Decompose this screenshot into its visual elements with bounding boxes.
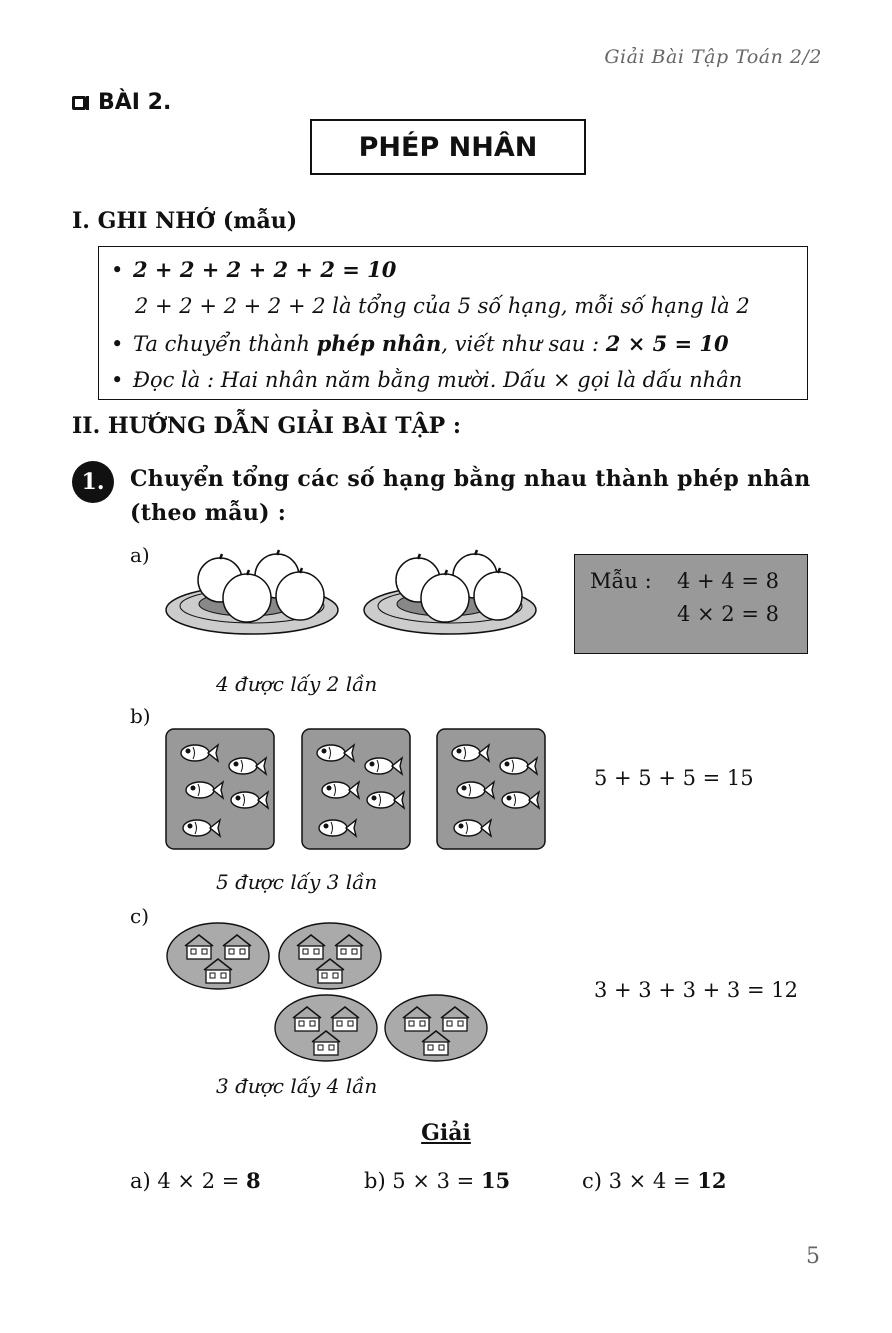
oranges-plates-illustration bbox=[160, 548, 550, 638]
solution-title: Giải bbox=[421, 1120, 471, 1146]
houses-groups-illustration bbox=[160, 918, 495, 1066]
exercise-prompt-line-2: (theo mẫu) : bbox=[130, 500, 287, 526]
answer-a: a) 4 × 2 = 8 bbox=[130, 1168, 261, 1193]
page-title: PHÉP NHÂN bbox=[310, 119, 586, 175]
sample-line-1: 4 + 4 = 8 bbox=[677, 569, 779, 593]
sample-box bbox=[574, 554, 808, 654]
lesson-label bbox=[72, 90, 171, 115]
part-a-label: a) bbox=[130, 543, 150, 567]
part-c-equation: 3 + 3 + 3 + 3 = 12 bbox=[594, 978, 798, 1002]
part-b-equation: 5 + 5 + 5 = 15 bbox=[594, 766, 754, 790]
house-group bbox=[385, 995, 487, 1061]
page-number: 5 bbox=[806, 1244, 820, 1269]
page-header: Giải Bài Tập Toán 2/2 bbox=[604, 46, 822, 68]
fish-tank bbox=[166, 729, 274, 849]
part-b-label: b) bbox=[130, 704, 151, 728]
part-a-caption: 4 được lấy 2 lần bbox=[216, 672, 378, 696]
sample-label: Mẫu : bbox=[590, 569, 652, 593]
fish-tank bbox=[437, 729, 545, 849]
bullet-icon: • bbox=[111, 368, 124, 392]
house-group bbox=[167, 923, 269, 989]
sample-line-2: 4 × 2 = 8 bbox=[677, 602, 779, 626]
lesson-label-text: BÀI 2. bbox=[98, 90, 172, 115]
part-b-caption: 5 được lấy 3 lần bbox=[216, 870, 378, 894]
note-line-4: • Đọc là : Hai nhân năm bằng mười. Dấu × gọi là dấu nhân bbox=[111, 368, 743, 392]
exercise-number: 1. bbox=[72, 461, 114, 503]
part-c-label: c) bbox=[130, 904, 150, 928]
answer-b: b) 5 × 3 = 15 bbox=[364, 1168, 511, 1193]
fish-tanks-illustration bbox=[165, 728, 550, 853]
part-c-caption: 3 được lấy 4 lần bbox=[216, 1074, 378, 1098]
note-line-2: 2 + 2 + 2 + 2 + 2 là tổng của 5 số hạng, mỗi số hạng là 2 bbox=[135, 294, 750, 318]
house-group bbox=[279, 923, 381, 989]
bullet-icon: • bbox=[111, 332, 124, 356]
note-line-1: • 2 + 2 + 2 + 2 + 2 = 10 bbox=[111, 257, 397, 282]
note-box bbox=[98, 246, 808, 400]
answer-c: c) 3 × 4 = 12 bbox=[582, 1168, 727, 1193]
orange-plate bbox=[166, 550, 338, 634]
note-line-3: • Ta chuyển thành phép nhân, viết như sau : 2 × 5 = 10 bbox=[111, 331, 729, 356]
section-title-remember: I. GHI NHỚ (mẫu) bbox=[72, 208, 298, 234]
checkbox-square-icon bbox=[72, 96, 86, 110]
exercise-prompt-line-1: Chuyển tổng các số hạng bằng nhau thành phép nhân bbox=[130, 466, 811, 492]
house-group bbox=[275, 995, 377, 1061]
orange-plate bbox=[364, 550, 536, 634]
fish-tank bbox=[302, 729, 410, 849]
bullet-icon: • bbox=[111, 258, 124, 282]
section-title-guide: II. HƯỚNG DẪN GIẢI BÀI TẬP : bbox=[72, 413, 461, 439]
